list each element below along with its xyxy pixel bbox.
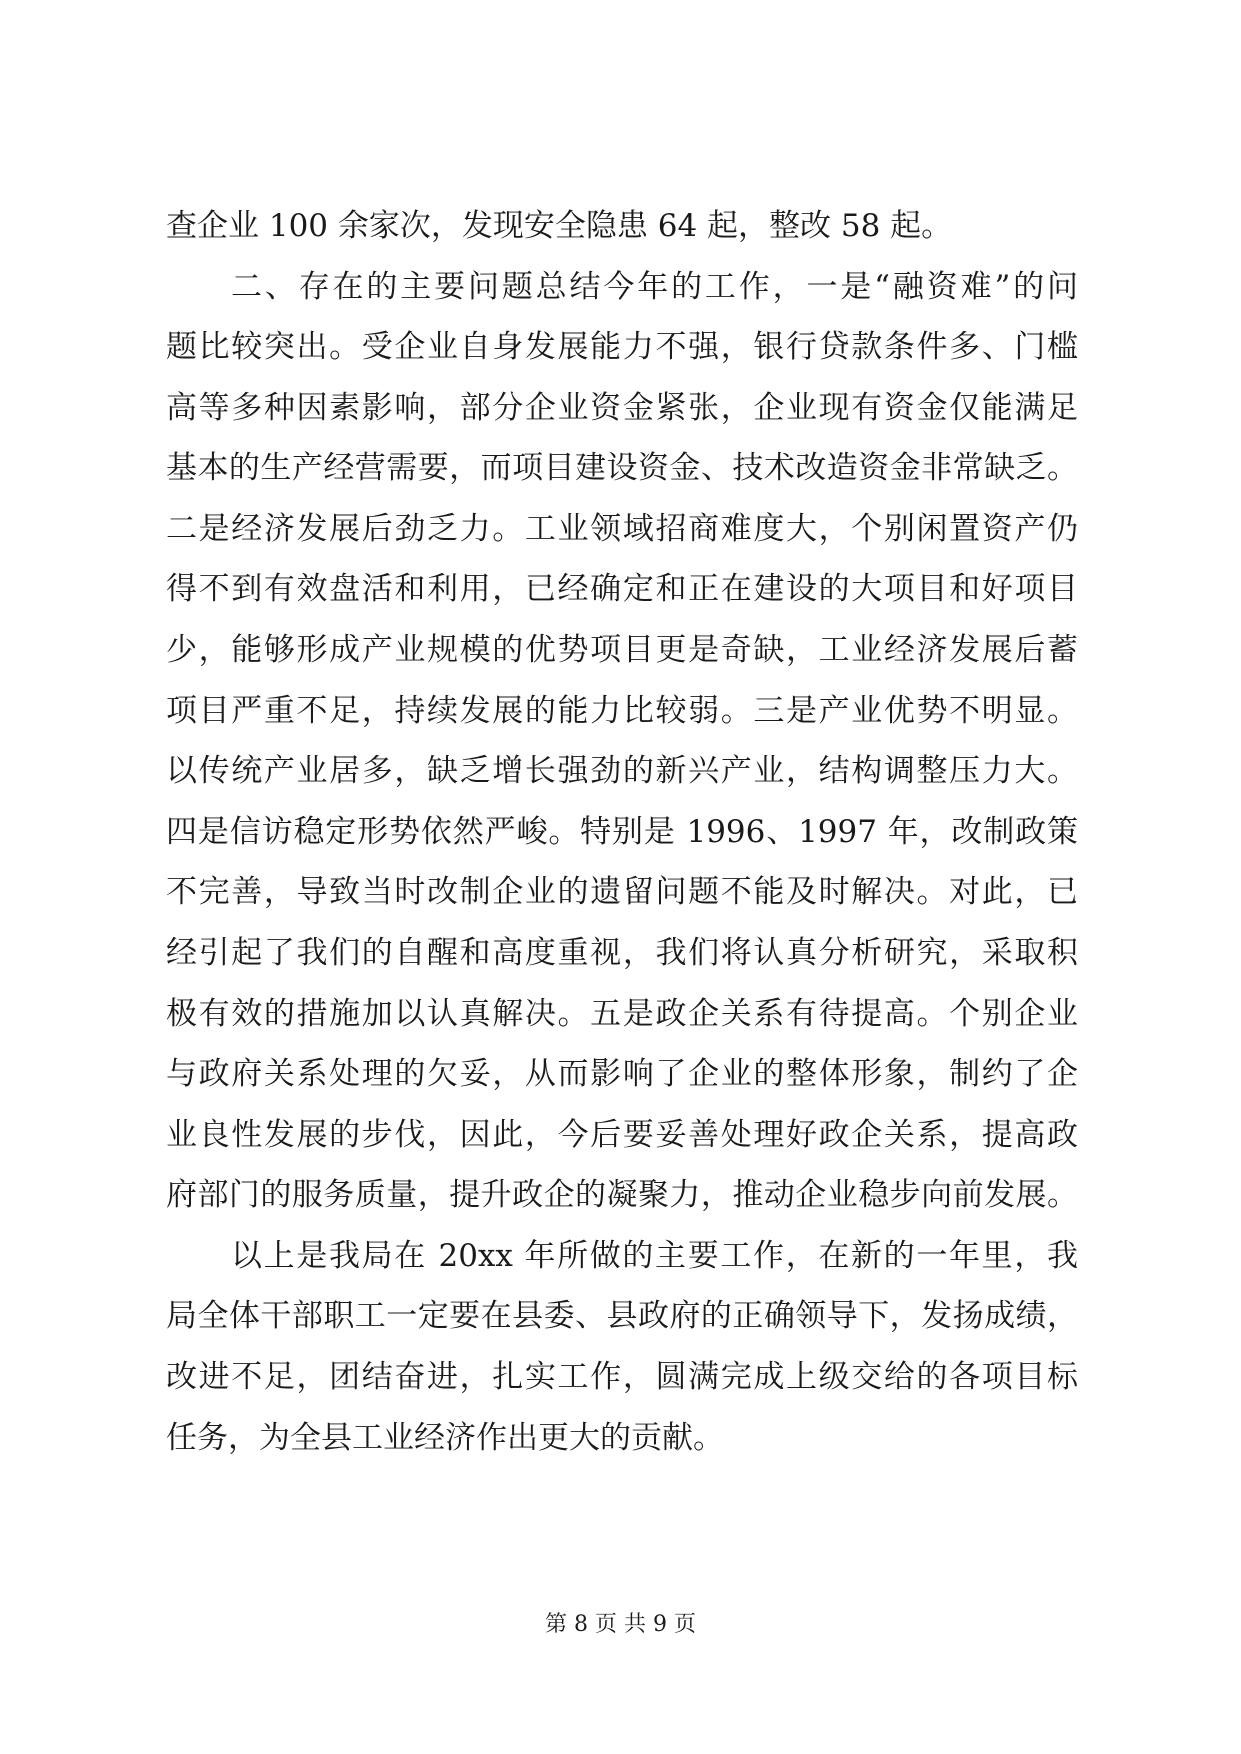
- text-line: 项目严重不足，持续发展的能力比较弱。三是产业优势不明显。: [166, 693, 1078, 729]
- text-line: 得不到有效盘活和利用，已经确定和正在建设的大项目和好项目: [166, 571, 1078, 607]
- text-line: 少，能够形成产业规模的优势项目更是奇缺，工业经济发展后蓄: [166, 632, 1078, 668]
- text-line: 府部门的服务质量，提升政企的凝聚力，推动企业稳步向前发展。: [166, 1177, 1078, 1213]
- text-line: 高等多种因素影响，部分企业资金紧张，企业现有资金仅能满足: [166, 390, 1078, 426]
- text-line: 二是经济发展后劲乏力。工业领域招商难度大，个别闲置资产仍: [166, 511, 1078, 547]
- text-line: 局全体干部职工一定要在县委、县政府的正确领导下，发扬成绩，: [166, 1298, 1078, 1334]
- text-line: 改进不足，团结奋进，扎实工作，圆满完成上级交给的各项目标: [166, 1359, 1078, 1395]
- text-line: 任务，为全县工业经济作出更大的贡献。: [166, 1420, 724, 1456]
- text-line: 极有效的措施加以认真解决。五是政企关系有待提高。个别企业: [166, 996, 1078, 1032]
- text-line: 查企业 100 余家次，发现安全隐患 64 起，整改 58 起。: [166, 208, 953, 244]
- text-line: 经引起了我们的自醒和高度重视，我们将认真分析研究，采取积: [166, 935, 1078, 971]
- text-line: 题比较突出。受企业自身发展能力不强，银行贷款条件多、门槛: [166, 329, 1078, 365]
- text-line: 业良性发展的步伐，因此，今后要妥善处理好政企关系，提高政: [166, 1117, 1078, 1153]
- paragraph-start-line: 二、存在的主要问题总结今年的工作，一是“融资难”的问: [231, 269, 1078, 305]
- text-line: 与政府关系处理的欠妥，从而影响了企业的整体形象，制约了企: [166, 1056, 1078, 1092]
- page-number-footer: 第 8 页 共 9 页: [545, 1612, 696, 1637]
- text-line: 四是信访稳定形势依然严峻。特别是 1996、1997 年，改制政策: [166, 814, 1078, 850]
- text-line: 不完善，导致当时改制企业的遗留问题不能及时解决。对此，已: [166, 874, 1078, 910]
- paragraph-start-line: 以上是我局在 20xx 年所做的主要工作，在新的一年里，我: [231, 1238, 1078, 1274]
- text-line: 以传统产业居多，缺乏增长强劲的新兴产业，结构调整压力大。: [166, 753, 1078, 789]
- text-line: 基本的生产经营需要，而项目建设资金、技术改造资金非常缺乏。: [166, 450, 1078, 486]
